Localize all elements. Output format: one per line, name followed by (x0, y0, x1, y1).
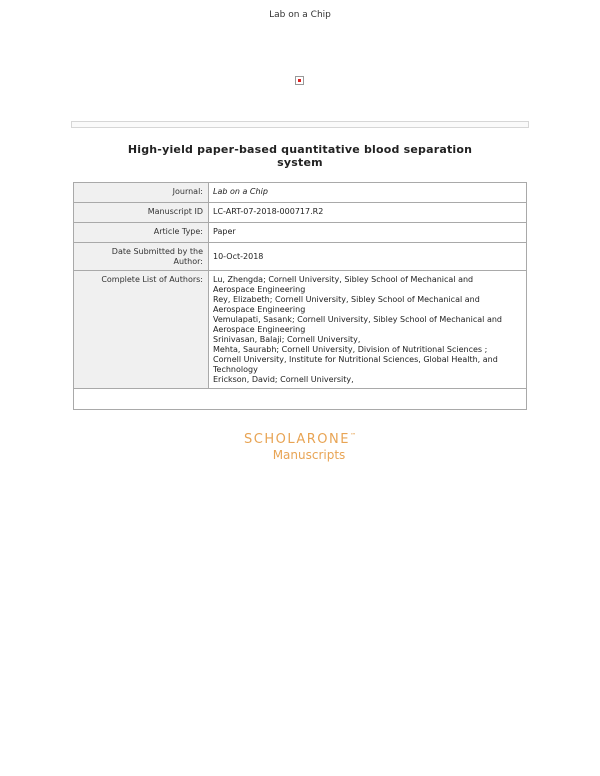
date-submitted-value: 10-Oct-2018 (209, 243, 527, 271)
manuscript-metadata-table (73, 182, 527, 410)
title-line-1: High-yield paper-based quantitative blood separation (127, 143, 473, 156)
trademark-symbol: ™ (349, 432, 356, 440)
row-manuscript-id (74, 203, 527, 223)
author-line: Srinivasan, Balaji; Cornell University, (213, 335, 361, 344)
authors-label: Complete List of Authors: (74, 271, 209, 389)
broken-image-icon (295, 76, 304, 85)
journal-value: Lab on a Chip (209, 183, 527, 203)
author-line: Aerospace Engineering (213, 285, 306, 294)
author-line: Lu, Zhengda; Cornell University, Sibley School of Mechanical and (213, 275, 474, 284)
running-header: Lab on a Chip (269, 10, 331, 20)
logo-top-line (0, 432, 600, 447)
author-line: Technology (213, 365, 258, 374)
authors-list (209, 271, 527, 389)
manuscript-id-value: LC-ART-07-2018-000717.R2 (209, 203, 527, 223)
paper-title (100, 143, 500, 169)
title-line-2: system (277, 156, 323, 169)
header-divider (71, 121, 529, 128)
date-submitted-label (74, 243, 209, 271)
article-type-value: Paper (209, 223, 527, 243)
author-line: Aerospace Engineering (213, 325, 306, 334)
scholarone-logo (0, 432, 600, 462)
row-date-submitted (74, 243, 527, 271)
row-empty (74, 389, 527, 410)
date-label-line-1: Date Submitted by the (111, 247, 203, 256)
author-line: Vemulapati, Sasank; Cornell University, Sibley School of Mechanical and (213, 315, 502, 324)
author-line: Rey, Elizabeth; Cornell University, Sibley School of Mechanical and (213, 295, 480, 304)
author-line: Cornell University, Institute for Nutritional Sciences, Global Health, and (213, 355, 498, 364)
manuscript-id-label: Manuscript ID (74, 203, 209, 223)
author-line: Aerospace Engineering (213, 305, 306, 314)
row-authors (74, 271, 527, 389)
logo-wordmark: SCHOLARONE (244, 432, 350, 447)
author-line: Erickson, David; Cornell University, (213, 375, 354, 384)
journal-label: Journal: (74, 183, 209, 203)
logo-subtitle: Manuscripts (272, 448, 346, 462)
row-article-type (74, 223, 527, 243)
empty-cell (74, 389, 527, 410)
row-journal (74, 183, 527, 203)
date-label-line-2: Author: (173, 257, 203, 266)
article-type-label: Article Type: (74, 223, 209, 243)
author-line: Mehta, Saurabh; Cornell University, Division of Nutritional Sciences ; (213, 345, 488, 354)
